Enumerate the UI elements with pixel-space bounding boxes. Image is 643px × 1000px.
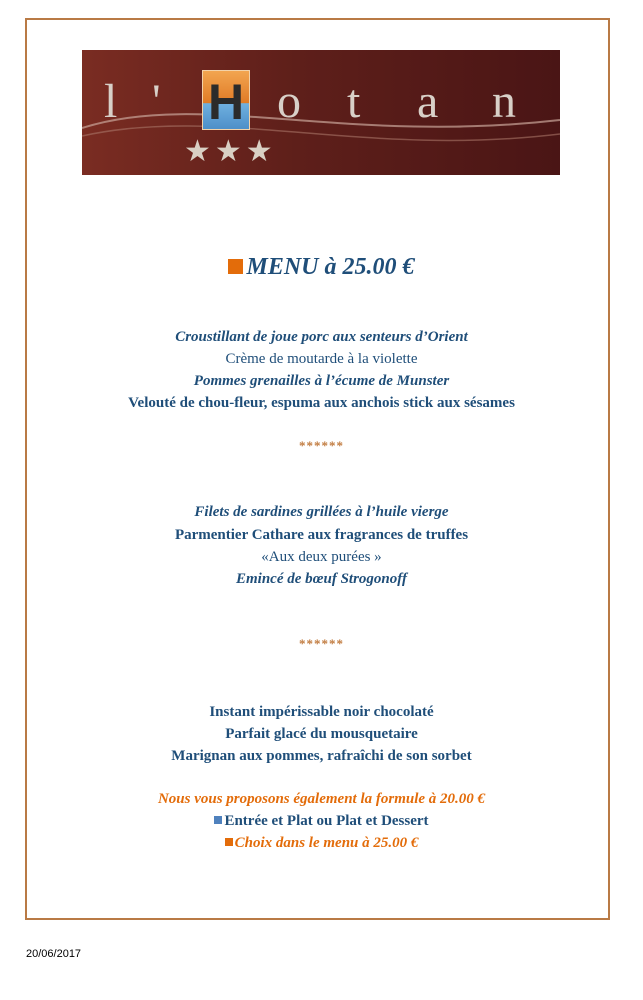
dessert-item: Parfait glacé du mousquetaire	[225, 726, 418, 742]
menu-title	[0, 254, 643, 281]
logo-h-badge	[202, 70, 250, 130]
starter-item: Crème de moutarde à la violette	[225, 351, 418, 367]
logo-letter: a	[417, 75, 439, 128]
document-date: 20/06/2017	[26, 948, 82, 960]
course-separator: ******	[299, 636, 344, 651]
logo-letter: l	[104, 75, 118, 128]
logo-h-letter: H	[207, 74, 245, 130]
logo-letter: '	[152, 75, 161, 128]
menu-title-text: MENU à 25.00 €	[246, 254, 415, 280]
dessert-item: Marignan aux pommes, rafraîchi de son sorbet	[171, 748, 472, 764]
formula-option	[0, 813, 643, 830]
main-item: «Aux deux purées »	[261, 549, 382, 565]
logo-letter: t	[347, 75, 361, 128]
orange-square-icon	[228, 259, 243, 274]
formula-option-text: Entrée et Plat ou Plat et Dessert	[224, 813, 429, 829]
logo-letter: n	[492, 75, 516, 128]
logo-stars: ★★★	[184, 134, 277, 169]
starter-item: Croustillant de joue porc aux senteurs d’Orient	[175, 329, 468, 345]
blue-square-icon	[214, 816, 222, 824]
starter-item: Pommes grenailles à l’écume de Munster	[193, 373, 450, 389]
main-item: Emincé de bœuf Strogonoff	[236, 571, 407, 587]
course-separator: ******	[299, 438, 344, 453]
main-item: Filets de sardines grillées à l’huile vierge	[194, 504, 449, 520]
formula-intro: Nous vous proposons également la formule à 20.00 €	[157, 791, 486, 807]
dessert-item: Instant impérissable noir chocolaté	[209, 704, 434, 720]
logo-letter: o	[277, 75, 301, 128]
logo-wordmark	[82, 68, 560, 138]
main-item: Parmentier Cathare aux fragrances de truffes	[174, 527, 469, 543]
starter-item: Velouté de chou-fleur, espuma aux anchois stick aux sésames	[128, 395, 515, 411]
orange-square-icon	[225, 838, 233, 846]
hotel-logo	[82, 50, 560, 175]
formula-option-text: Choix dans le menu à 25.00 €	[234, 835, 419, 851]
formula-option	[0, 835, 643, 852]
